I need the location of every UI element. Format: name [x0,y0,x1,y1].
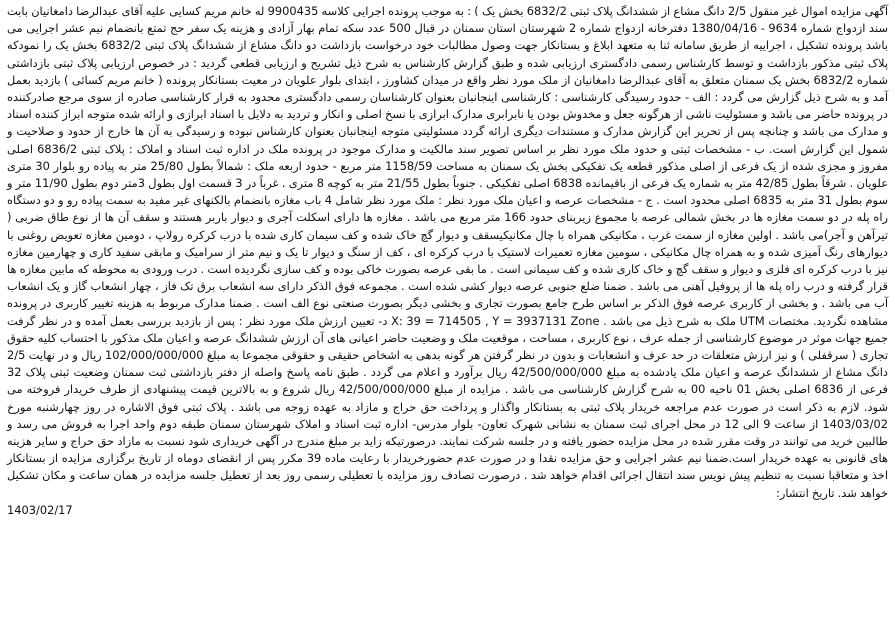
notice-body-text: آگهی مزایده اموال غیر منقول 2/5 دانگ مشاع از ششدانگ پلاک ثبتی 6832/2 بخش یک ) : به موجب پرونده اجرایی کلاسه 9900435 له خانم مریم کسایی علیه آقای عبدالرضا دامغانیان بابت سند ازدواج شماره 9634 - 1380/04/16 دفترخانه ازدواج شماره 2 شهرستان استان سمنان در قبال 500 عدد سکه تمام بهار آزادی و هزینه یک سفر حج تمتع بانضمام نیم عشر اجرایی می باشد پرونده تشکیل ، اجراییه از طریق سامانه ثنا به متعهد ابلاغ و بستانکار جهت وصول مطالبات خود درخواست بازداشت دو دانگ مشاع از ششدانگ پلاک ثبتی 6832/2 بخش یک را نمودکه پلاک ثبتی مذکور بازداشت و توسط کارشناس رسمی دادگستری ارزیابی شده و طبق گزارش کارشناس به شرح ذیل تشریح و ارزیابی قطعی گردید : در خصوص ارزیابی پلاک ثبتی بازداشتی شماره 6832/2 بخش یک سمنان متعلق به آقای عبدالرضا دامغانیان از ملک مورد نظر واقع در میدان کشاورز ، ابتدای بلوار علویان در معیت بستانکار پرونده ( خانم مریم کسائی ) بازدید بعمل آمد و به شرح ذیل گزارش می گردد : الف - حدود رسیدگی کارشناسی : کارشناسی اینجانبان بعنوان کارشناسان رسمی دادگستری محدود به قرار کارشناسی صادره از سوی مرجع صادرکننده در پرونده حاضر می باشد و مسئولیت ناشی از هرگونه جعل و مخدوش بودن یا نابرابری مدارک ابرازی با نسخ اصلی و انکار و تردید به دلایل با اسناد ابرازی و ارائه شده متوجه ابراز کننده اسناد و مدارک می باشد و چنانچه پس از تحریر این گزارش مدارک و مستندات دیگری ارائه گردد مسئولیتی متوجه اینجانبان بعنوان کارشناس نبوده و رسیدگی به آن ها خارج از حدود و صلاحیت و شمول این گزارش است. ب - مشخصات ثبتی و حدود ملک مورد نظر بر اساس تصویر سند مالکیت و مدارک موجود در پرونده ملک در اداره ثبت اسناد و املاک : پلاک ثبتی 6836/2 اصلی مفروز و مجزی شده از یک فرعی از اصلی مذکور قطعه یک تفکیکی بخش یک سمنان به مساحت 1158/59 متر مربع - حدود اربعه ملک : شمالاً بطول 25/80 متر به پیاده رو بلوار 30 متری علویان . شرقاً بطول 42/85 متر به شماره یک فرعی از باقیمانده 6838 اصلی تفکیکی . جنوباً بطول 21/55 متر به کوچه 8 متری . غرباً در 3 قسمت اول بطول 3متر دوم بطول 11/90 متر و سوم بطول 31 متر به 6835 اصلی محدود است . ج - مشخصات عرصه و اعیان ملک مورد نظر : ملک مورد نظر شامل 4 باب مغازه بانضمام بالکنهای غیر مفید به سمت پیاده رو و دو دستگاه راه پله در دو سمت مغازه ها در بخش شمالی عرصه با مجموع زیربنای حدود 166 متر مربع می باشد . مغازه ها دارای اسکلت آجری و دیوار باربر هستند و سقف آن ها از نوع طاق ضربی ( تیرآهن و آجر)می باشد . اولین مغازه از سمت غرب ، مکانیکی همراه با چال مکانیکیسقف و دیوار گچ خاک شده و کف سیمان کاری شده با درب کرکره رولاپ ، دومین مغازه تعویض روغنی با دیوارهای رنگ آمیزی شده و به همراه چال مکانیکی ، سومین مغازه تعمیرات لاستیک با درب کرکره ای ، کف از سنگ و دیوار تا یک و نیم متر از سرامیک و مابقی سفید کاری و چهارمین مغازه نیز با درب کرکره ای فلزی و دیوار و سقف گچ و خاک کاری شده و کف سیمانی است . ما بقی عرصه بصورت خاکی بوده و کف سازی نگردیده است . درب ورودی به محوطه که مابین مغازه ها قرار گرفته و درب راه پله ها از پروفیل آهنی می باشد . ضمنا ضلع جنوبی عرصه دیوار کشی شده است . مجموعه فوق الذکر دارای سه انشعاب برق تک فاز ، چهار انشعاب گاز و یک انشعاب آب می باشد . و بخشی از کاربری عرصه فوق الذکر بر اساس طرح جامع بصورت تجاری و بخشی دیگر بصورت صنعتی نوع الف است . ضمنا مدارک مربوط به هزینه تغییر کاربری در پرونده مشاهده نگردید. مختصات UTM ملک به شرح ذیل می باشد . X: 39 = 714505 , Y = 3937131 Zone د- تعیین ارزش ملک مورد نظر : پس از بازدید بررسی بعمل آمده و در نظر گرفت جمیع جهات موثر در موضوع کارشناسی از جمله عرف ، نوع کاربری ، مساحت ، موقعیت ملک و وضعیت حاضر اعیانی های آن ارزش ششدانگ عرصه و اعیان ملک مذکور با احتساب کلیه حقوق تجاری ( سرقفلی ) و نیز ارزش متعلقات در حد عرف و انشعابات و بدون در نظر گرفتن هر گونه بدهی به اشخاص حقیقی و حقوقی مجموعا به مبلغ 102/000/000/000 ریال و در نهایت 2/5 دانگ مشاع از ششدانگ عرصه و اعیان ملک یادشده به مبلغ 42/500/000/000 ریال برآورد و اعلام می گردد . طبق نامه پاسخ واصله از دفتر بازداشتی ثبت سمنان وضعیت ثبتی پلاک 32 فرعی از 6836 اصلی بخش 01 ناحیه 00 به شرح گزارش کارشناسی می باشد . مزایده از مبلغ 42/500/000/000 ریال شروع و به بالاترین قیمت پیشنهادی از طرف خریدار فروخته می شود. لازم به ذکر است در صورت عدم مراجعه خریدار پلاک ثبتی به بستانکار واگذار و پرداخت حق حراج و مازاد به عهده زوجه می باشد . پلاک ثبتی فوق الاشاره در روز چهارشنبه مورخ 1403/03/02 از ساعت 9 الی 12 در محل اجرای ثبت سمنان به نشانی شهرک تعاون- بلوار مدرس- اداره ثبت اسناد و املاک شهرستان سمنان طبقه دوم واحد اجرا به فروش می رسد و طالبین خرید می توانند در وقت مقرر شده در محل مزایده حضور یافته و در جلسه شرکت نمایند. درصورتیکه زاید بر مبلغ مندرج در آگهی خریداری شود نسبت به مازاد حق حراج و سایر هزینه های قانونی به عهده خریدار است.ضمنا نیم عشر اجرایی و حق مزایده نقدا و در صورت عدم حضورخریدار با رعایت ماده 39 مکرر پس از انقضای دوماه از تاریخ برگزاری مزایده از بستانکار اخذ و متعاقبا نسبت به تنظیم پیش نویس سند انتقال اجرائی اقدام خواهد شد . درصورت تصادف روز مزایده با تعطیلی رسمی روز بعد از تعطیل جلسه مزایده در همان ساعت و مکان تشکیل خواهد شد. تاریخ انتشار: [7,4,889,500]
auction-notice [3,3,892,628]
publication-date: 1403/02/17 [7,502,73,517]
